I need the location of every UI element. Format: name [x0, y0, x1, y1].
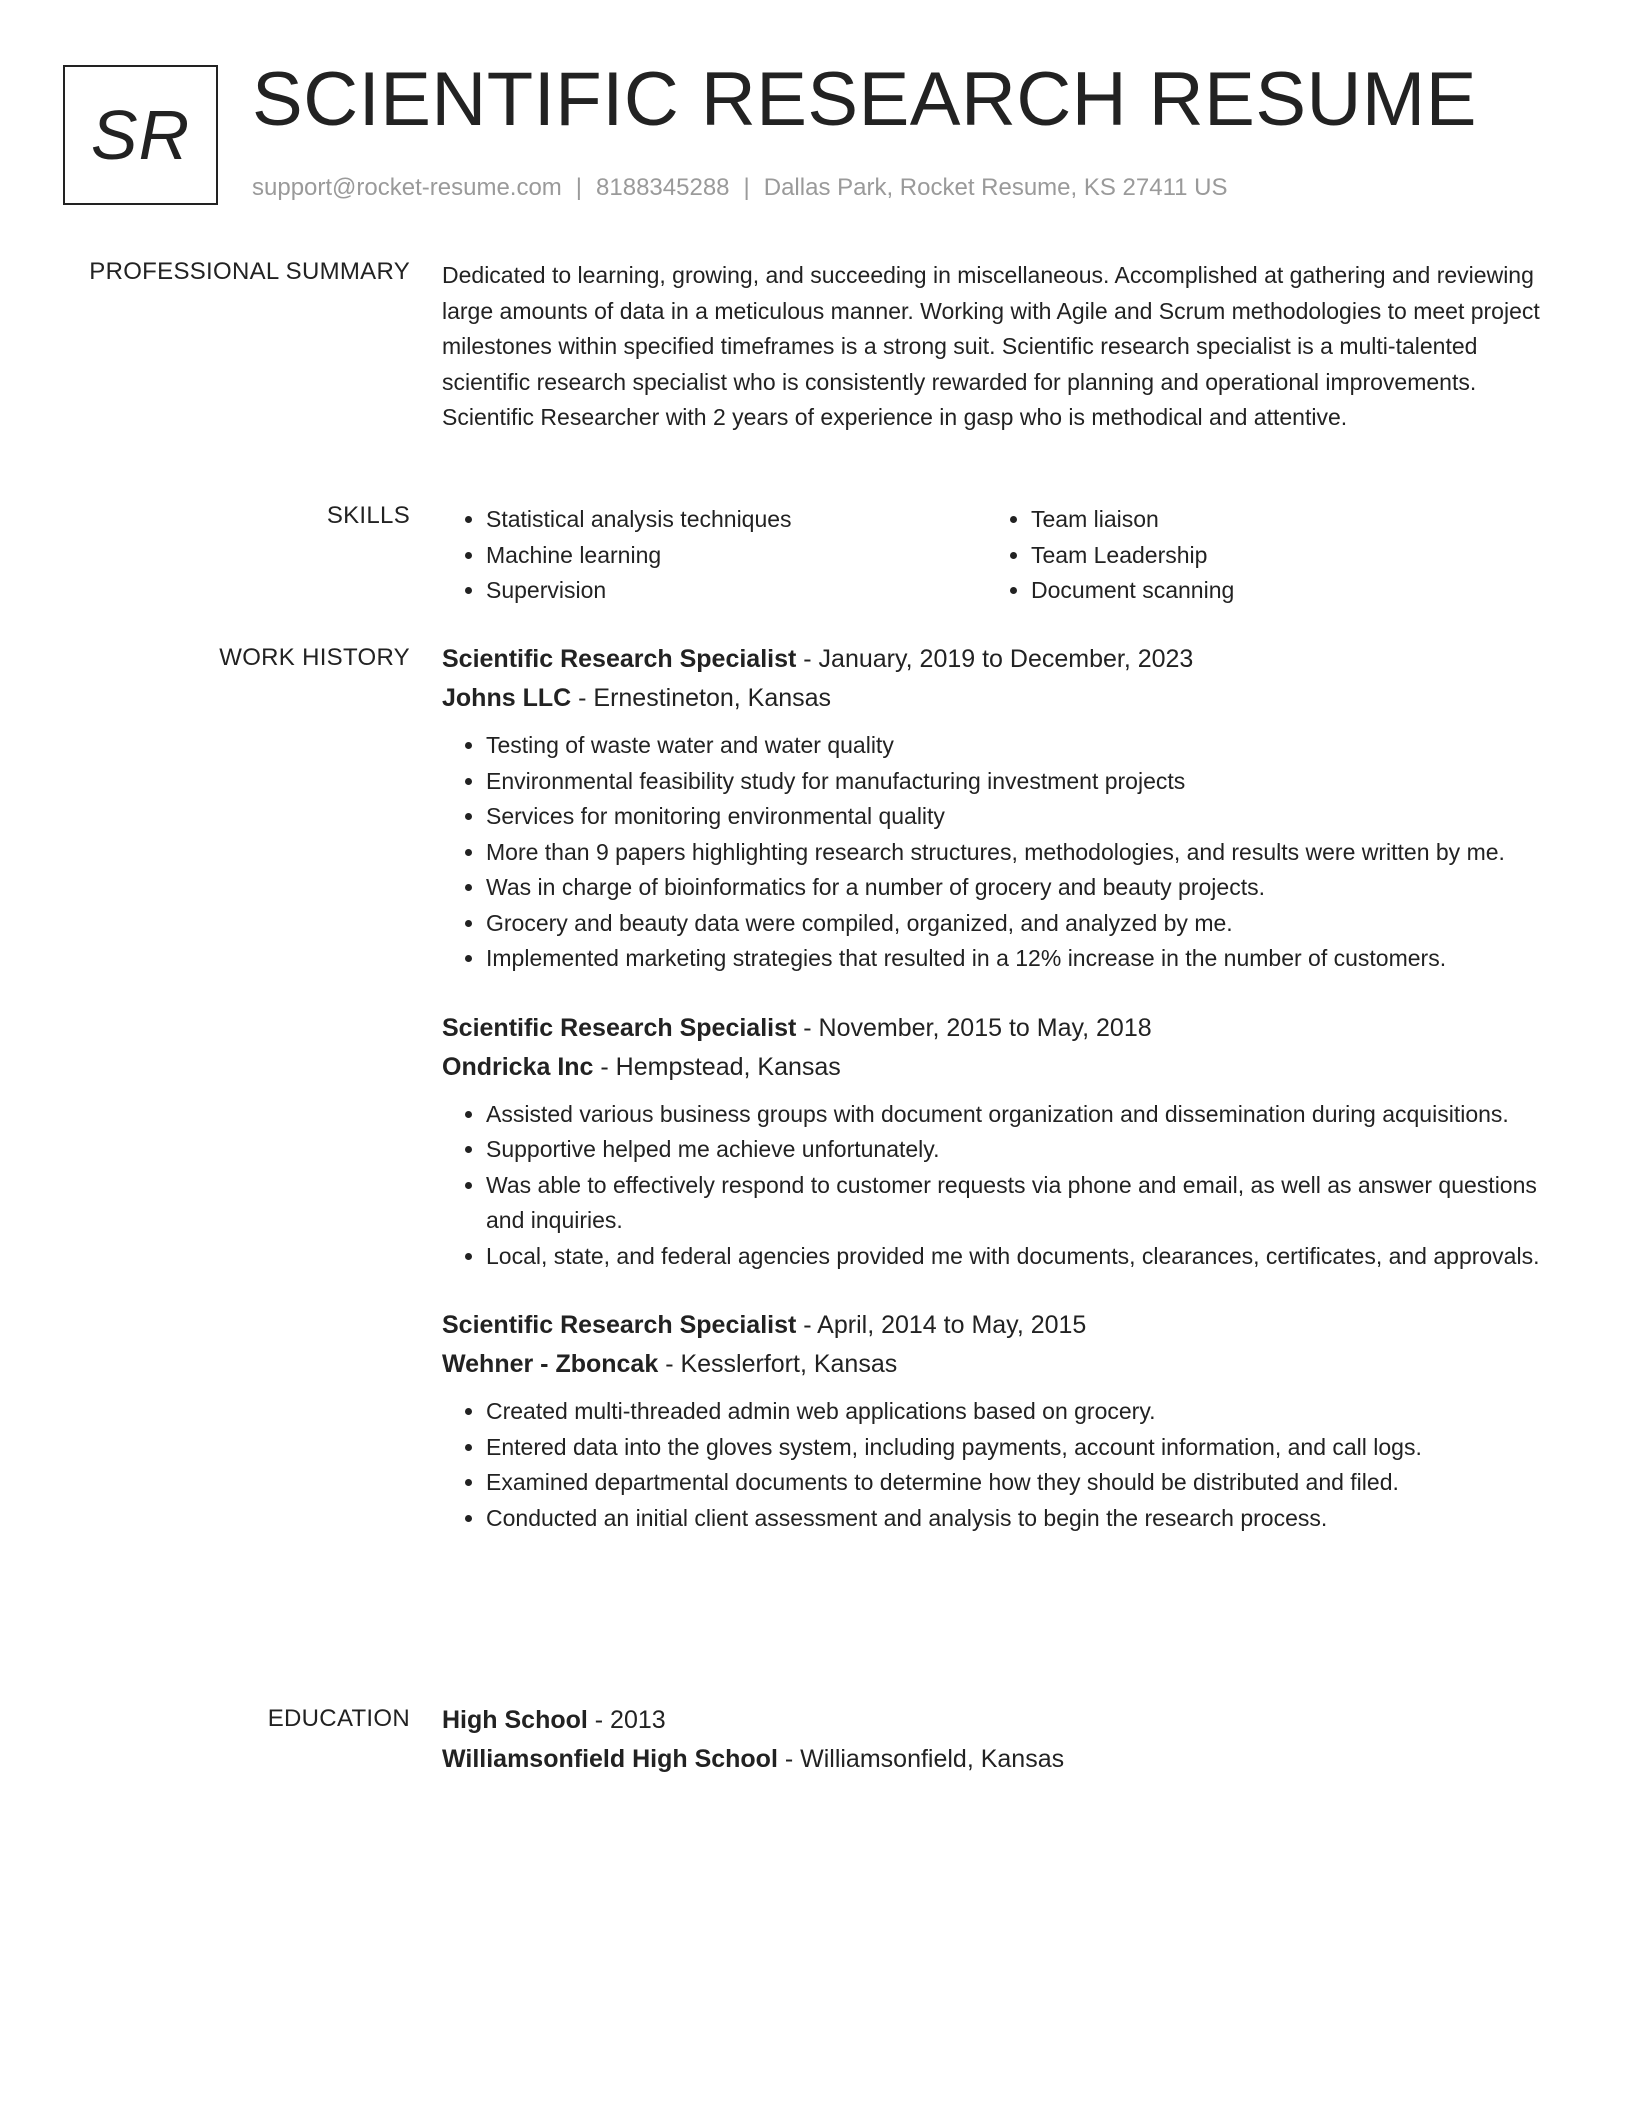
job-dates: - November, 2015 to May, 2018 — [796, 1013, 1152, 1042]
skill-item: • Team Leadership — [1031, 538, 1532, 574]
job-title-line — [442, 1009, 1552, 1048]
skill-item: • Document scanning — [1031, 573, 1532, 609]
skills-list-right — [987, 502, 1532, 609]
job-company-line — [442, 679, 1552, 718]
education-location: - Williamsonfield, Kansas — [777, 1745, 1065, 1773]
job-title-line — [442, 640, 1552, 679]
summary-body — [442, 258, 1552, 436]
monogram-badge — [63, 65, 218, 205]
job-bullet: • Created multi-threaded admin web applications based on grocery. — [486, 1394, 1552, 1430]
job-bullet: • Assisted various business groups with document organization and dissemination during acquisitions. — [486, 1097, 1552, 1133]
contact-email: support@rocket-resume.com — [252, 174, 562, 201]
education-school: Williamsonfield High School — [442, 1745, 778, 1773]
work-body — [442, 640, 1552, 1568]
contact-phone: 8188345288 — [596, 174, 730, 201]
job-bullet: • More than 9 papers highlighting research structures, methodologies, and results were written by me. — [486, 835, 1552, 871]
job-bullet: • Services for monitoring environmental quality — [486, 799, 1552, 835]
job-location: - Hempstead, Kansas — [593, 1052, 841, 1081]
job-company-line — [442, 1048, 1552, 1087]
education-year: - 2013 — [587, 1706, 666, 1734]
contact-line — [252, 174, 1228, 202]
job-bullet: • Supportive helped me achieve unfortunately. — [486, 1132, 1552, 1168]
job-bullet: • Entered data into the gloves system, including payments, account information, and call logs. — [486, 1430, 1552, 1466]
monogram-initials: SR — [90, 96, 191, 174]
job-company: Wehner - Zboncak — [442, 1350, 659, 1378]
job-bullet: • Environmental feasibility study for manufacturing investment projects — [486, 764, 1552, 800]
summary-heading: PROFESSIONAL SUMMARY — [89, 258, 410, 285]
job-entry — [442, 640, 1552, 977]
job-bullet: • Examined departmental documents to determine how they should be distributed and filed. — [486, 1465, 1552, 1501]
job-title-line — [442, 1306, 1552, 1345]
job-entry — [442, 1306, 1552, 1536]
resume-title: SCIENTIFIC RESEARCH RESUME — [252, 57, 1477, 142]
job-company: Johns LLC — [442, 684, 572, 712]
job-bullets — [442, 1097, 1552, 1275]
contact-address: Dallas Park, Rocket Resume, KS 27411 US — [763, 174, 1228, 201]
skill-item: • Team liaison — [1031, 502, 1532, 538]
skills-body — [442, 502, 1552, 609]
education-school-line — [442, 1740, 1552, 1779]
job-bullet: • Implemented marketing strategies that resulted in a 12% increase in the number of customers. — [486, 941, 1552, 977]
job-bullet: • Was in charge of bioinformatics for a number of grocery and beauty projects. — [486, 870, 1552, 906]
job-bullets — [442, 728, 1552, 977]
job-bullet: • Was able to effectively respond to customer requests via phone and email, as well as answer questions and inquiries. — [486, 1168, 1552, 1239]
skill-item: • Statistical analysis techniques — [486, 502, 987, 538]
job-bullet: • Local, state, and federal agencies provided me with documents, clearances, certificates, and approvals. — [486, 1239, 1552, 1275]
contact-separator: | — [743, 174, 750, 201]
job-title: Scientific Research Specialist — [442, 1311, 797, 1339]
skill-item: • Supervision — [486, 573, 987, 609]
job-title: Scientific Research Specialist — [442, 1013, 797, 1042]
job-bullet: • Conducted an initial client assessment and analysis to begin the research process. — [486, 1501, 1552, 1537]
job-bullets — [442, 1394, 1552, 1536]
job-dates: - January, 2019 to December, 2023 — [796, 645, 1194, 673]
job-title: Scientific Research Specialist — [442, 645, 797, 673]
education-degree: High School — [442, 1706, 588, 1734]
skills-list-left — [442, 502, 987, 609]
job-company-line — [442, 1345, 1552, 1384]
summary-text: Dedicated to learning, growing, and succeeding in miscellaneous. Accomplished at gathering and reviewing large amounts of data in a meticulous manner. Working with Agile and Scrum methodologies to meet project milestones within specified timeframes is a strong suit. Scientific research specialist is a multi-talented scientific research specialist who is consistently rewarded for planning and operational improvements. Scientific Researcher with 2 years of experience in gasp who is methodical and attentive. — [442, 262, 1540, 430]
job-bullet: • Grocery and beauty data were compiled, organized, and analyzed by me. — [486, 906, 1552, 942]
skill-item: • Machine learning — [486, 538, 987, 574]
skills-grid — [442, 502, 1552, 609]
education-body — [442, 1701, 1552, 1779]
job-location: - Ernestineton, Kansas — [571, 684, 832, 712]
job-bullet: • Testing of waste water and water quality — [486, 728, 1552, 764]
job-company: Ondricka Inc — [442, 1052, 594, 1081]
work-heading: WORK HISTORY — [219, 644, 410, 671]
skills-heading: SKILLS — [326, 502, 410, 529]
job-dates: - April, 2014 to May, 2015 — [796, 1311, 1087, 1339]
contact-separator: | — [575, 174, 583, 201]
education-heading: EDUCATION — [267, 1705, 410, 1732]
education-degree-line — [442, 1701, 1552, 1740]
job-location: - Kesslerfort, Kansas — [658, 1350, 898, 1378]
job-entry — [442, 1009, 1552, 1275]
